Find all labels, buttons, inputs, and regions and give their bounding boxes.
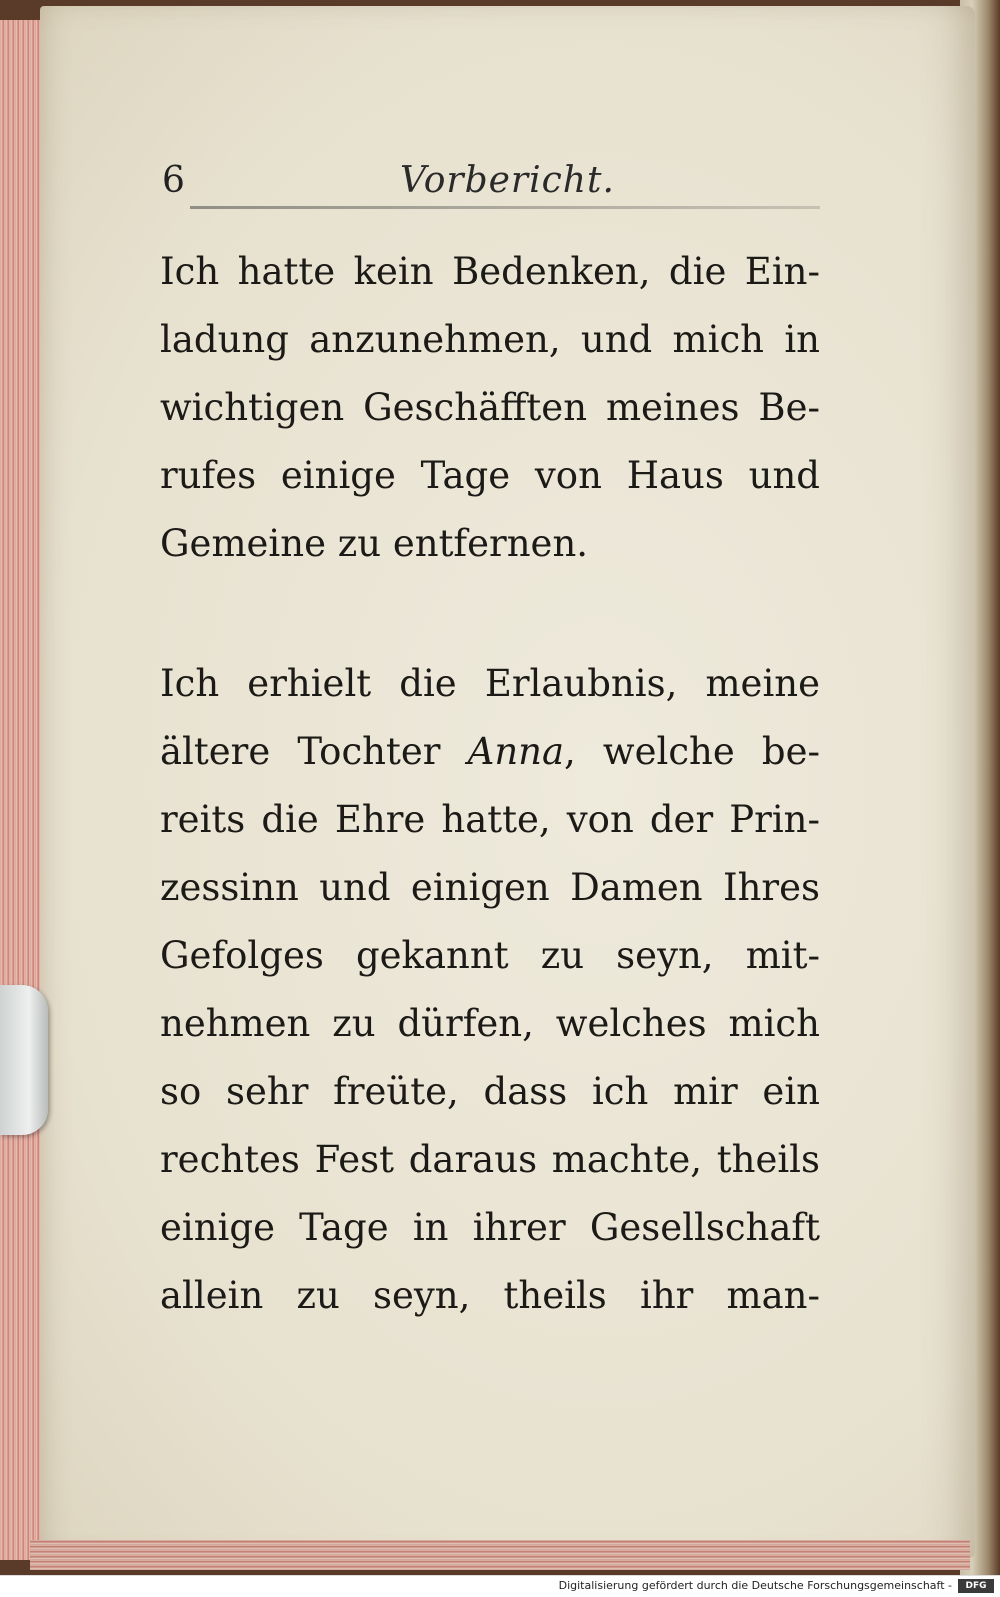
text-line: allein zu seyn, theils ihr man-: [160, 1274, 820, 1317]
footer-bar: [0, 1575, 1000, 1597]
text-line-end: , welche be-: [564, 730, 820, 773]
text-line-start: ältere Tochter: [160, 730, 468, 773]
text-line: Ich erhielt die Erlaubnis, meine: [160, 662, 820, 705]
text-line: Gemeine zu entfernen.: [160, 522, 589, 565]
text-line: reits die Ehre hatte, von der Prin-: [160, 798, 820, 841]
page-number: 6: [162, 160, 185, 201]
footer-credit: Digitalisierung gefördert durch die Deutsche Forschungsgemeinschaft -: [558, 1579, 952, 1592]
text-line: einige Tage in ihrer Gesellschaft: [160, 1206, 820, 1249]
text-line: wichtigen Geschäfften meines Be-: [160, 386, 820, 429]
text-line: zessinn und einigen Damen Ihres: [160, 866, 820, 909]
text-line: ladung anzunehmen, und mich in: [160, 318, 820, 361]
header-rule: [190, 206, 820, 209]
text-line: rechtes Fest daraus machte, theils: [160, 1138, 820, 1181]
paragraph-2: [160, 650, 820, 1330]
text-line: Gefolges gekannt zu seyn, mit-: [160, 934, 820, 977]
page-header: [162, 160, 822, 210]
paragraph-1: [160, 238, 820, 578]
text-line: Ich hatte kein Bedenken, die Ein-: [160, 250, 820, 293]
page-edge-bottom: [30, 1540, 970, 1570]
text-line: [160, 718, 820, 786]
italic-name: Anna: [467, 730, 565, 773]
text-line: so sehr freüte, dass ich mir ein: [160, 1070, 820, 1113]
running-head: Vorbericht.: [400, 160, 615, 201]
dfg-logo-icon: DFG: [958, 1579, 994, 1593]
text-line: nehmen zu dürfen, welches mich: [160, 1002, 820, 1045]
page-clip: [0, 985, 48, 1135]
text-line: rufes einige Tage von Haus und: [160, 454, 820, 497]
